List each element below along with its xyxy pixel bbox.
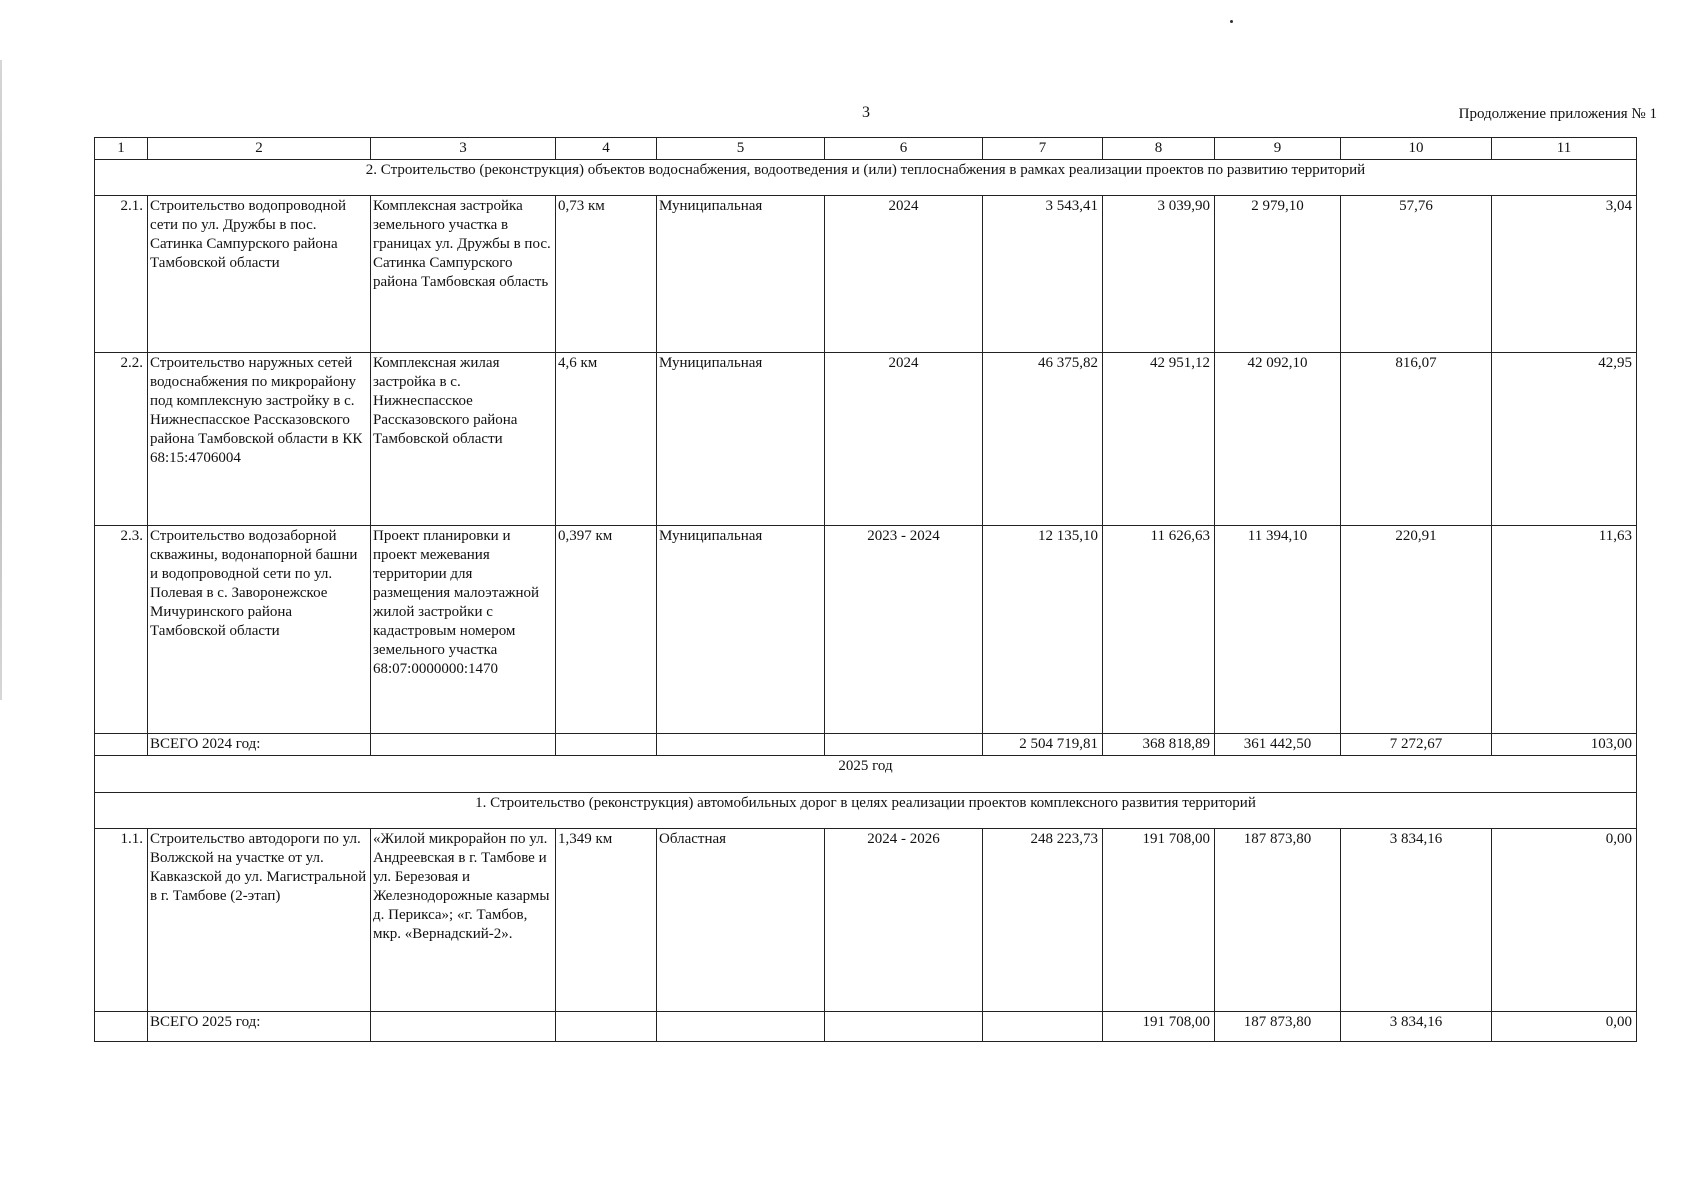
total-col8: 368 818,89 (1103, 734, 1215, 756)
value-col9: 187 873,80 (1215, 829, 1341, 1012)
value-col10: 220,91 (1341, 526, 1492, 734)
row-number: 2.1. (95, 196, 148, 353)
total-col7: 2 504 719,81 (983, 734, 1103, 756)
value-col11: 42,95 (1492, 353, 1637, 526)
empty-cell (95, 734, 148, 756)
ownership: Муниципальная (657, 196, 825, 353)
value-col9: 11 394,10 (1215, 526, 1341, 734)
ownership: Муниципальная (657, 353, 825, 526)
empty-cell (371, 734, 556, 756)
value-col10: 3 834,16 (1341, 829, 1492, 1012)
value-col11: 3,04 (1492, 196, 1637, 353)
column-number-header-row (95, 138, 1637, 160)
years: 2023 - 2024 (825, 526, 983, 734)
value-col7: 12 135,10 (983, 526, 1103, 734)
object-name: Строительство наружных сетей водоснабжения по микрорайону под комплексную застройку в с. Нижнеспасское Рассказовского района Тамбовской области в КК 68:15:4706004 (148, 353, 371, 526)
section-2-title: 2. Строительство (реконструкция) объектов водоснабжения, водоотведения и (или) теплоснабжения в рамках реализации проектов по развитию территорий (95, 160, 1637, 196)
ownership: Областная (657, 829, 825, 1012)
header-cell: 10 (1341, 138, 1492, 160)
length: 0,73 км (556, 196, 657, 353)
row-number: 1.1. (95, 829, 148, 1012)
value-col8: 3 039,90 (1103, 196, 1215, 353)
appendix-table (94, 137, 1637, 1042)
total-label: ВСЕГО 2025 год: (148, 1012, 371, 1042)
table-row (95, 353, 1637, 526)
project-name: Проект планировки и проект межевания территории для размещения малоэтажной жилой застройки с кадастровым номером земельного участка 68:07:0000000:1470 (371, 526, 556, 734)
length: 1,349 км (556, 829, 657, 1012)
length: 0,397 км (556, 526, 657, 734)
header-cell: 2 (148, 138, 371, 160)
header-cell: 9 (1215, 138, 1341, 160)
empty-cell (825, 1012, 983, 1042)
empty-cell (556, 734, 657, 756)
total-col9: 187 873,80 (1215, 1012, 1341, 1042)
total-2025-row (95, 1012, 1637, 1042)
project-name: Комплексная застройка земельного участка в границах ул. Дружбы в пос. Сатинка Сампурского района Тамбовская область (371, 196, 556, 353)
empty-cell (657, 734, 825, 756)
header-cell: 7 (983, 138, 1103, 160)
total-col8: 191 708,00 (1103, 1012, 1215, 1042)
empty-cell (983, 1012, 1103, 1042)
section-header-row (95, 793, 1637, 829)
section-header-row (95, 160, 1637, 196)
empty-cell (825, 734, 983, 756)
row-number: 2.2. (95, 353, 148, 526)
value-col7: 3 543,41 (983, 196, 1103, 353)
header-cell: 6 (825, 138, 983, 160)
years: 2024 (825, 353, 983, 526)
value-col7: 248 223,73 (983, 829, 1103, 1012)
value-col7: 46 375,82 (983, 353, 1103, 526)
table-row (95, 526, 1637, 734)
value-col10: 57,76 (1341, 196, 1492, 353)
total-col11: 103,00 (1492, 734, 1637, 756)
total-label: ВСЕГО 2024 год: (148, 734, 371, 756)
value-col11: 11,63 (1492, 526, 1637, 734)
appendix-note: Продолжение приложения № 1 (1458, 106, 1657, 122)
row-number: 2.3. (95, 526, 148, 734)
scan-edge-artifact (0, 60, 2, 700)
page-number: 3 (862, 104, 870, 121)
value-col9: 42 092,10 (1215, 353, 1341, 526)
header-cell: 3 (371, 138, 556, 160)
section-1-title: 1. Строительство (реконструкция) автомобильных дорог в целях реализации проектов комплексного развития территорий (95, 793, 1637, 829)
empty-cell (556, 1012, 657, 1042)
value-col9: 2 979,10 (1215, 196, 1341, 353)
table-row (95, 196, 1637, 353)
header-cell: 11 (1492, 138, 1637, 160)
object-name: Строительство водозаборной скважины, водонапорной башни и водопроводной сети по ул. Полевая в с. Заворонежское Мичуринского района Тамбовской области (148, 526, 371, 734)
total-2024-row (95, 734, 1637, 756)
total-col11: 0,00 (1492, 1012, 1637, 1042)
header-cell: 1 (95, 138, 148, 160)
scan-dot-artifact (1230, 20, 1233, 23)
value-col8: 42 951,12 (1103, 353, 1215, 526)
value-col8: 191 708,00 (1103, 829, 1215, 1012)
length: 4,6 км (556, 353, 657, 526)
total-col9: 361 442,50 (1215, 734, 1341, 756)
year-2025-title: 2025 год (95, 756, 1637, 793)
year-header-row (95, 756, 1637, 793)
table-row (95, 829, 1637, 1012)
header-cell: 4 (556, 138, 657, 160)
empty-cell (657, 1012, 825, 1042)
empty-cell (371, 1012, 556, 1042)
ownership: Муниципальная (657, 526, 825, 734)
header-cell: 8 (1103, 138, 1215, 160)
project-name: Комплексная жилая застройка в с. Нижнеспасское Рассказовского района Тамбовской области (371, 353, 556, 526)
object-name: Строительство водопроводной сети по ул. Дружбы в пос. Сатинка Сампурского района Тамбовской области (148, 196, 371, 353)
header-cell: 5 (657, 138, 825, 160)
total-col10: 7 272,67 (1341, 734, 1492, 756)
object-name: Строительство автодороги по ул. Волжской на участке от ул. Кавказской до ул. Магистральной в г. Тамбове (2-этап) (148, 829, 371, 1012)
total-col10: 3 834,16 (1341, 1012, 1492, 1042)
empty-cell (95, 1012, 148, 1042)
years: 2024 (825, 196, 983, 353)
value-col8: 11 626,63 (1103, 526, 1215, 734)
project-name: «Жилой микрорайон по ул. Андреевская в г. Тамбове и ул. Березовая и Железнодорожные казармы д. Перикса»; «г. Тамбов, мкр. «Вернадский-2». (371, 829, 556, 1012)
value-col10: 816,07 (1341, 353, 1492, 526)
years: 2024 - 2026 (825, 829, 983, 1012)
value-col11: 0,00 (1492, 829, 1637, 1012)
